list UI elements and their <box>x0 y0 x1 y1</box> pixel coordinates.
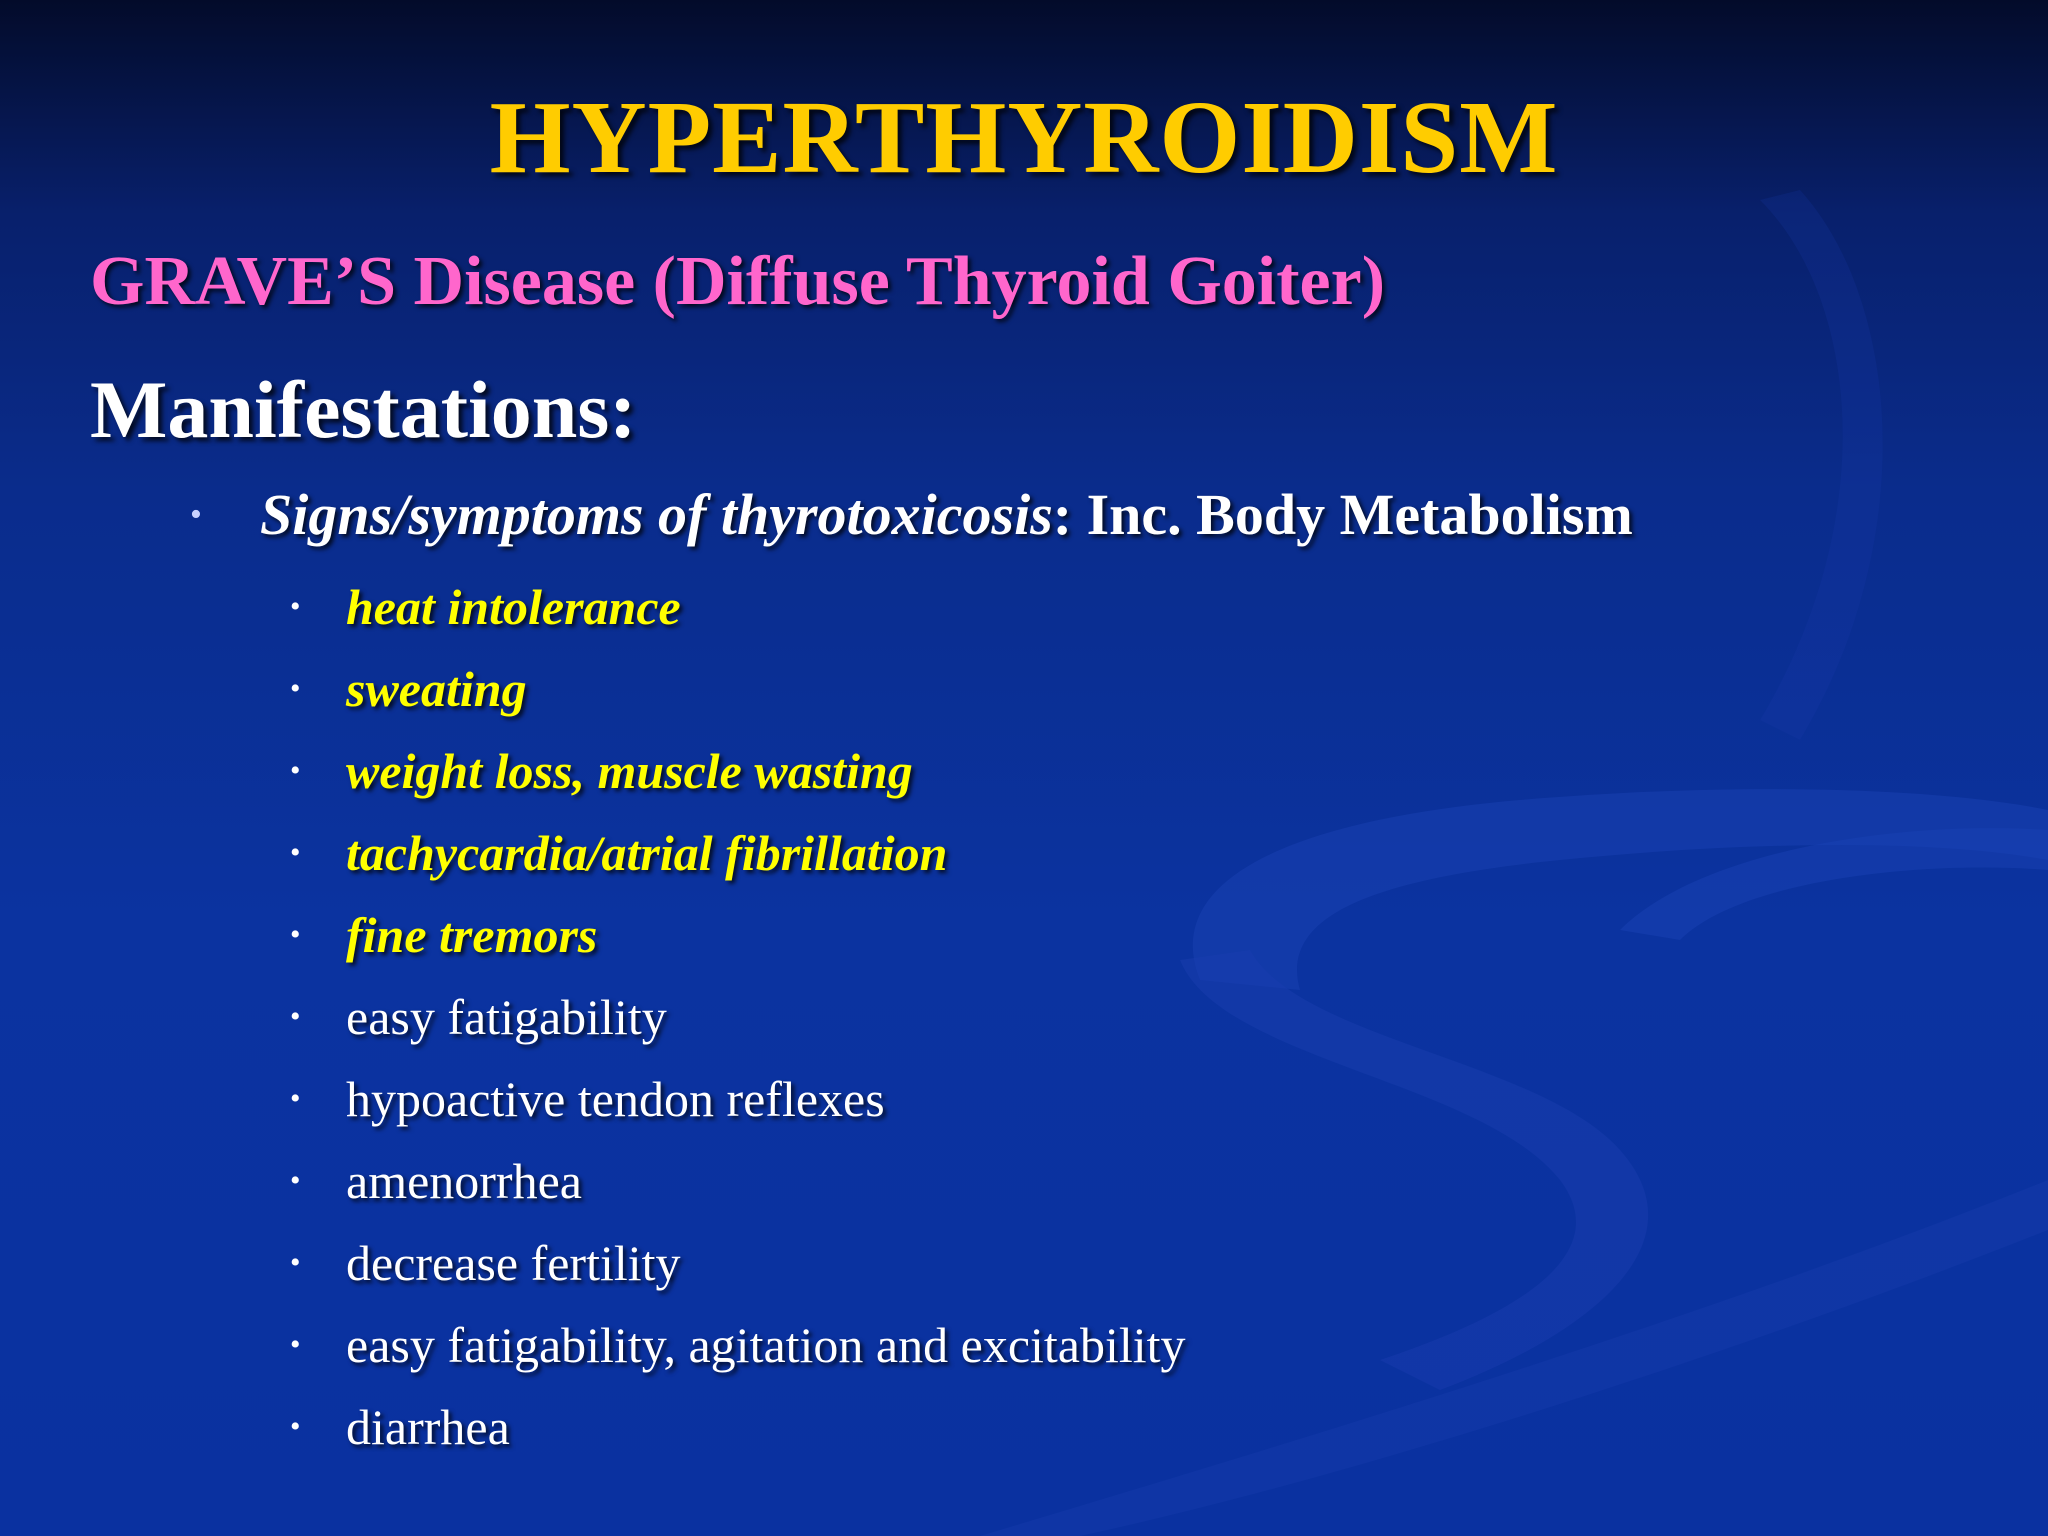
main-bullet-rest: : Inc. Body Metabolism <box>1052 482 1633 547</box>
bullet-dot-icon: • <box>190 496 202 533</box>
main-bullet-emphasis: Signs/symptoms of thyrotoxicosis <box>260 482 1053 547</box>
list-item-label: heat intolerance <box>346 579 681 635</box>
bullet-dot-icon: • <box>290 836 301 869</box>
section-heading: Manifestations: <box>90 364 637 455</box>
list-item-label: tachycardia/atrial fibrillation <box>346 825 948 881</box>
bullet-dot-icon: • <box>290 1246 301 1279</box>
list-item-label: weight loss, muscle wasting <box>346 743 913 799</box>
bullet-dot-icon: • <box>290 1164 301 1197</box>
bullet-dot-icon: • <box>290 1000 301 1033</box>
list-item-label: easy fatigability <box>346 989 667 1045</box>
list-item-label: easy fatigability, agitation and excitability <box>346 1317 1186 1373</box>
list-item-label: amenorrhea <box>346 1153 582 1209</box>
list-item-label: diarrhea <box>346 1399 510 1455</box>
bullet-dot-icon: • <box>290 590 301 623</box>
bullet-dot-icon: • <box>290 754 301 787</box>
bullet-dot-icon: • <box>290 1328 301 1361</box>
main-bullet-text <box>260 480 1633 550</box>
slide-subtitle: GRAVE’S Disease (Diffuse Thyroid Goiter) <box>90 243 1385 320</box>
bullet-dot-icon: • <box>290 1082 301 1115</box>
slide-title: HYPERTHYROIDISM <box>489 80 1559 195</box>
bullet-dot-icon: • <box>290 918 301 951</box>
list-item-label: decrease fertility <box>346 1235 681 1291</box>
list-item-label: sweating <box>346 661 527 717</box>
bullet-dot-icon: • <box>290 1410 301 1443</box>
list-item-label: hypoactive tendon reflexes <box>346 1071 885 1127</box>
list-item-label: fine tremors <box>346 907 598 963</box>
bullet-dot-icon: • <box>290 672 301 705</box>
